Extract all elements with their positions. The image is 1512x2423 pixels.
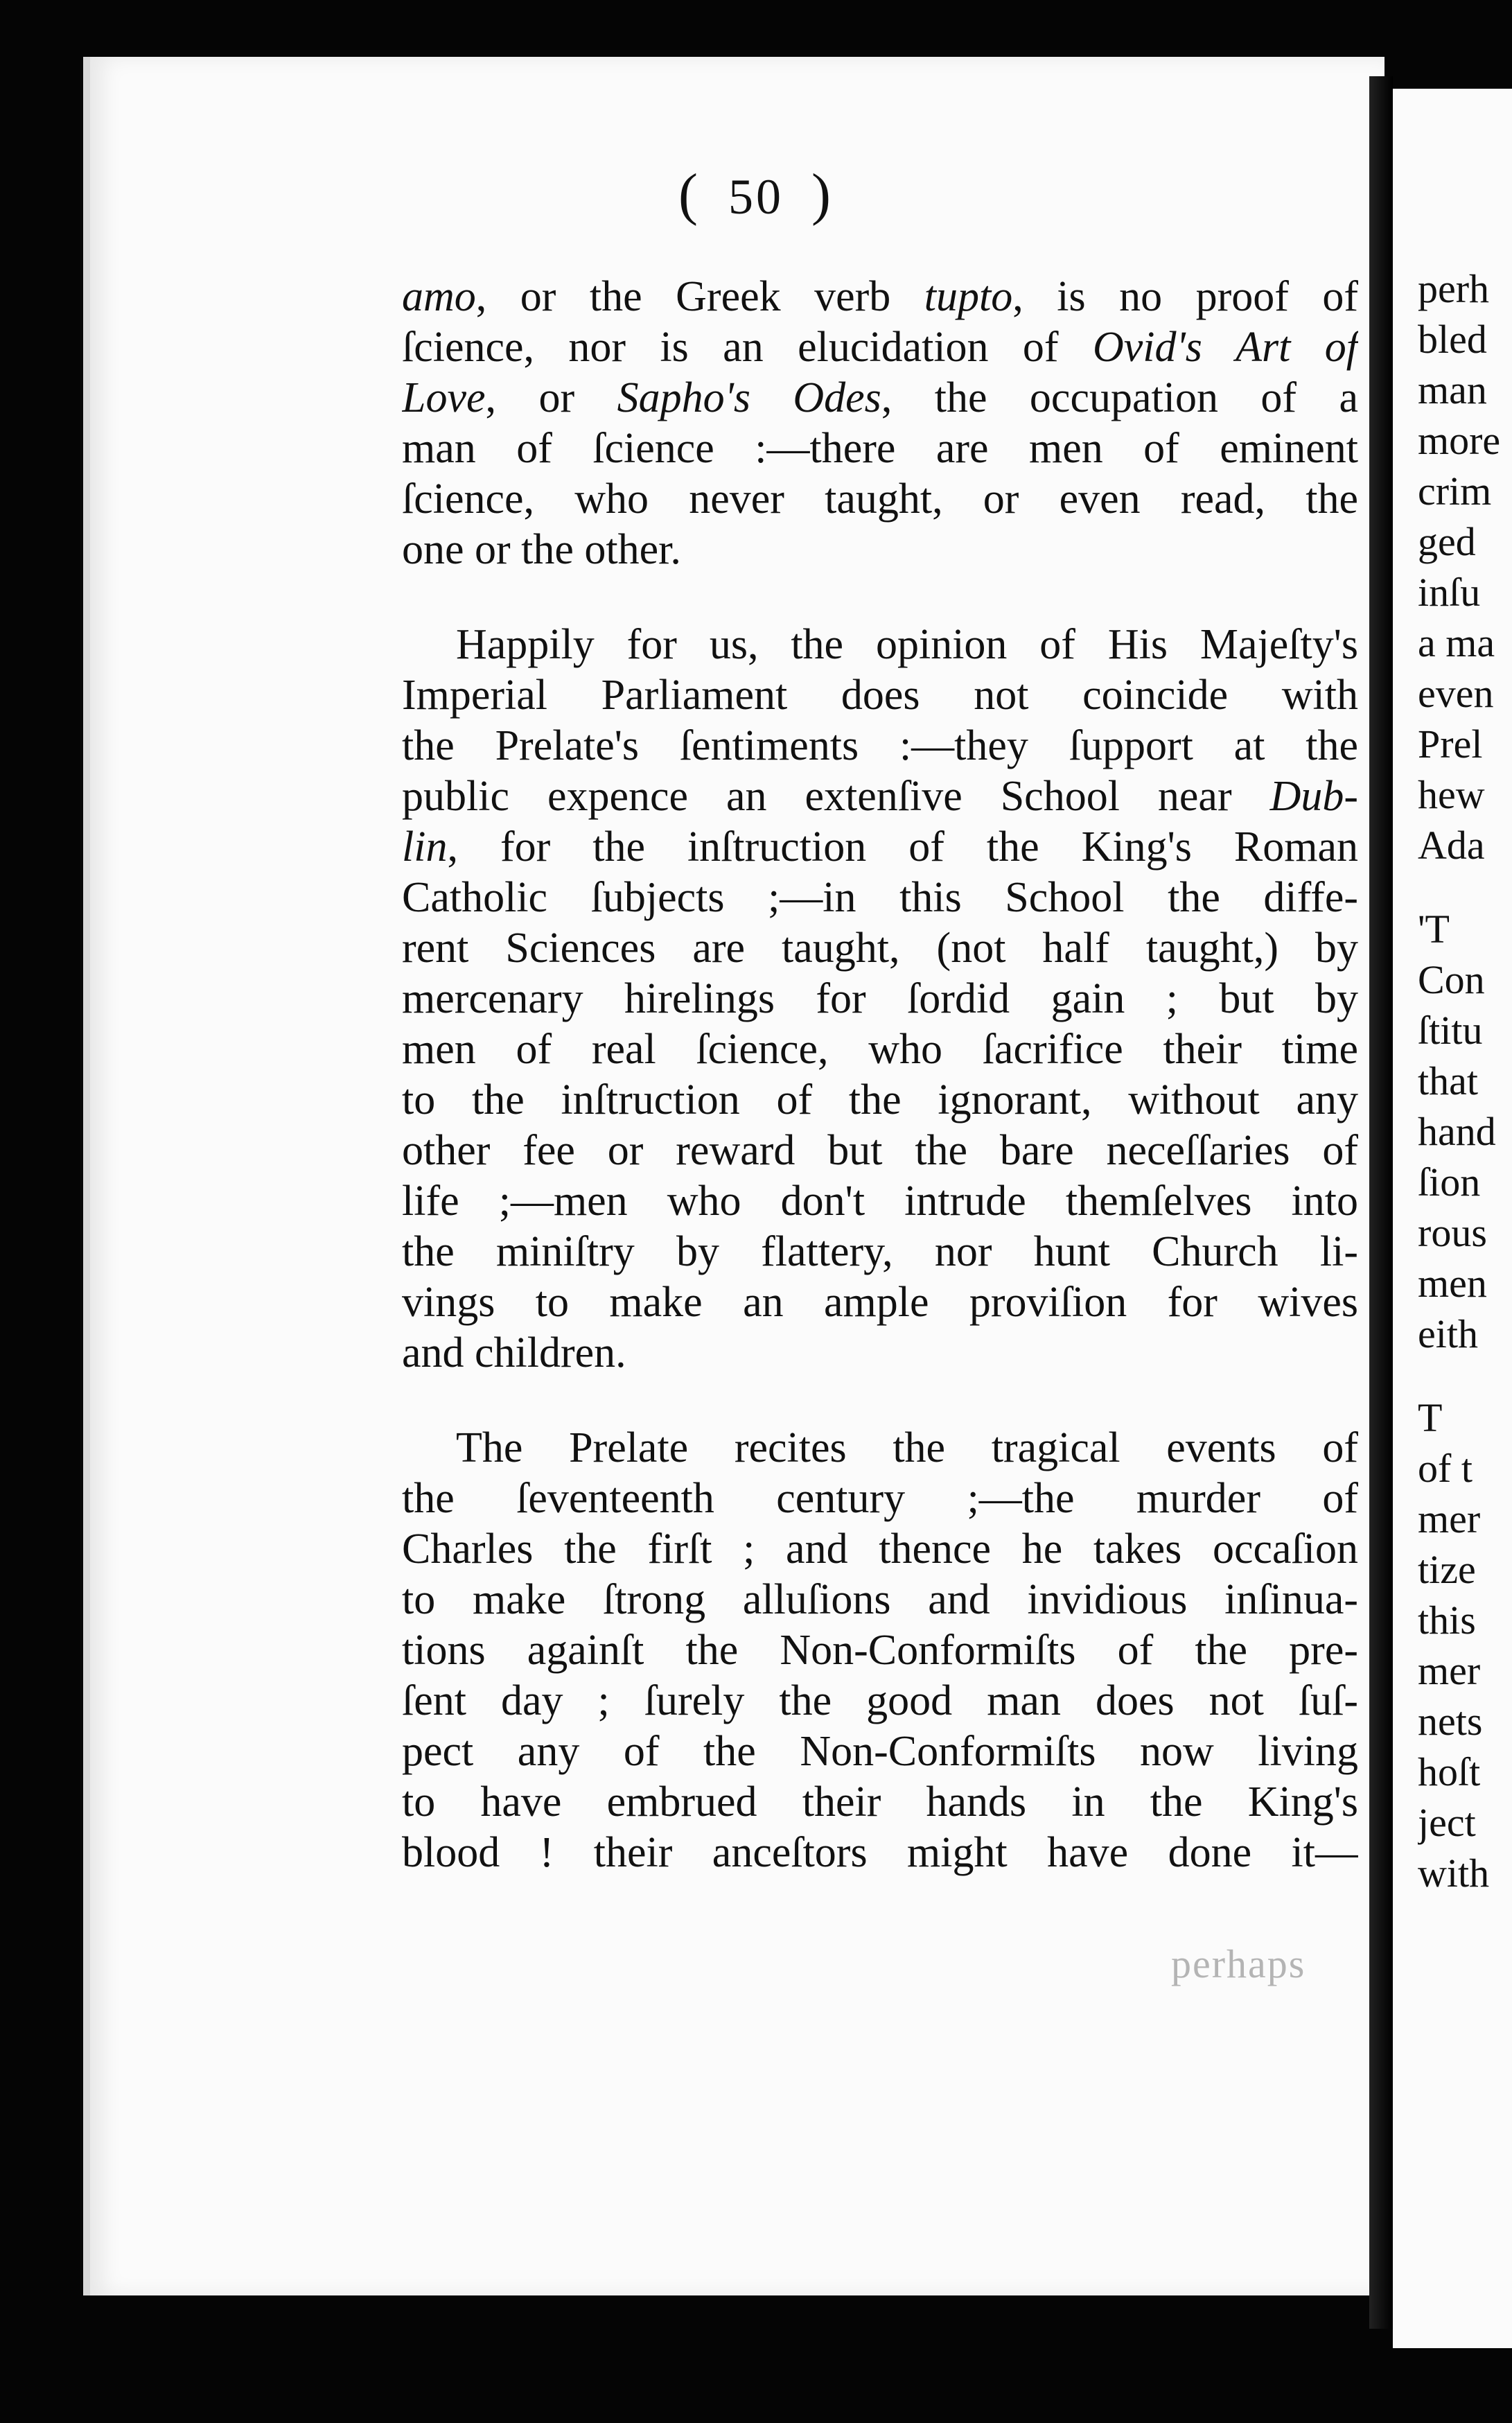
fragment: inſu: [1418, 570, 1481, 615]
fragment: this: [1418, 1598, 1476, 1643]
paragraph: [402, 1423, 1358, 1878]
text-line: Happily for us, the opinion of His Majeſty's: [456, 621, 1358, 668]
italic-word: Ovid's Art of: [1092, 324, 1358, 371]
text-line: life ;—men who don't intrude themſelves into: [402, 1178, 1358, 1225]
text-line: [402, 771, 1358, 822]
fragment: tize: [1418, 1547, 1476, 1592]
text-line: rent Sciences are taught, (not half taught,) by: [402, 925, 1358, 972]
text-line: the ſeventeenth century ;—the murder of: [402, 1475, 1358, 1522]
text-line: [402, 373, 1358, 423]
page-number: [0, 161, 1512, 228]
text-line: other fee or reward but the bare neceſſaries of: [402, 1127, 1358, 1174]
fragment: even: [1418, 671, 1494, 716]
italic-word: amo: [402, 273, 476, 320]
fragment: hand: [1418, 1109, 1496, 1154]
text-line: ſent day ; ſurely the good man does not ſuſ-: [402, 1677, 1358, 1724]
text-span: , for the inſtruction of the King's Roman: [447, 823, 1358, 871]
italic-word: Sapho's Odes: [617, 374, 881, 421]
text-line: man of ſcience :—there are men of eminent: [402, 425, 1358, 472]
text-span: public expence an extenſive School near: [402, 773, 1270, 820]
body-text: [402, 272, 1358, 1923]
text-span: , or: [485, 374, 617, 421]
text-span: , or the Greek verb: [475, 273, 924, 320]
fragment: bled: [1418, 317, 1487, 362]
fragment: with: [1418, 1851, 1490, 1896]
text-line: one or the other.: [402, 526, 681, 573]
text-line: The Prelate recites the tragical events of: [456, 1424, 1358, 1471]
text-line: tions againſt the Non-Conformiſts of the pre-: [402, 1627, 1358, 1674]
text-line: ſcience, who never taught, or even read, the: [402, 475, 1358, 523]
book-gutter: [1369, 76, 1393, 2329]
fragment: perh: [1418, 266, 1490, 311]
text-line: [402, 272, 1358, 322]
fragment: hoſt: [1418, 1749, 1481, 1794]
fragment: nets: [1418, 1699, 1483, 1744]
catchword: perhaps: [1171, 1941, 1306, 1986]
fragment: eith: [1418, 1311, 1478, 1356]
paragraph: [402, 272, 1358, 575]
text-line: the miniſtry by flattery, nor hunt Church li-: [402, 1228, 1358, 1275]
text-line: Catholic ſubjects ;—in this School the diffe-: [402, 874, 1358, 921]
fragment: men: [1418, 1261, 1487, 1306]
text-line: men of real ſcience, who ſacrifice their time: [402, 1026, 1358, 1073]
text-line: the Prelate's ſentiments :—they ſupport at the: [402, 722, 1358, 769]
folio-open: (: [678, 162, 701, 227]
text-line: blood ! their anceſtors might have done it—: [402, 1829, 1358, 1876]
fragment: a ma: [1418, 620, 1495, 665]
text-line: vings to make an ample proviſion for wives: [402, 1279, 1358, 1326]
text-line: [402, 322, 1358, 373]
text-span: ſcience, nor is an elucidation of: [402, 324, 1093, 371]
fragment: that: [1418, 1058, 1478, 1103]
fragment: man: [1418, 367, 1487, 412]
text-line: to the inſtruction of the ignorant, without any: [402, 1076, 1358, 1123]
fragment: ject: [1418, 1800, 1476, 1845]
text-line: to have embrued their hands in the King's: [402, 1778, 1358, 1826]
text-line: mercenary hirelings for ſordid gain ; but by: [402, 975, 1358, 1022]
text-line: [402, 822, 1358, 873]
fragment: Prel: [1418, 721, 1483, 767]
fragment: mer: [1418, 1648, 1481, 1693]
fragment: 'T: [1418, 907, 1450, 952]
fragment: rous: [1418, 1210, 1487, 1255]
fragment: ged: [1418, 519, 1476, 564]
text-span: , the occupation of a: [881, 374, 1358, 421]
text-line: pect any of the Non-Conformiſts now living: [402, 1728, 1358, 1775]
fragment: mer: [1418, 1496, 1481, 1541]
fragment: ſtitu: [1418, 1008, 1483, 1053]
fragment: of t: [1418, 1446, 1473, 1491]
text-line: to make ſtrong alluſions and invidious inſinua-: [402, 1576, 1358, 1623]
text-line: Charles the firſt ; and thence he takes occaſion: [402, 1525, 1358, 1573]
paragraph-gap: [1418, 871, 1512, 904]
text-line: and children.: [402, 1329, 626, 1376]
folio-close: ): [811, 162, 834, 227]
fragment: hew: [1418, 772, 1485, 817]
text-span: , is no proof of: [1012, 273, 1358, 320]
text-line: Imperial Parliament does not coincide with: [402, 672, 1358, 719]
fragment: more: [1418, 418, 1501, 463]
paragraph-gap: [1418, 1359, 1512, 1392]
italic-word: Love: [402, 374, 486, 421]
paragraph: [402, 620, 1358, 1379]
fragment: Ada: [1418, 823, 1485, 868]
facing-page-text: [1418, 263, 1512, 1898]
italic-word: tupto: [924, 273, 1013, 320]
fragment: crim: [1418, 469, 1492, 514]
folio-number: 50: [728, 169, 784, 225]
fragment: T: [1418, 1395, 1443, 1440]
italic-word: Dub-: [1269, 773, 1358, 820]
fragment: Con: [1418, 957, 1485, 1002]
italic-word: lin: [402, 823, 448, 871]
fragment: ſion: [1418, 1160, 1481, 1205]
